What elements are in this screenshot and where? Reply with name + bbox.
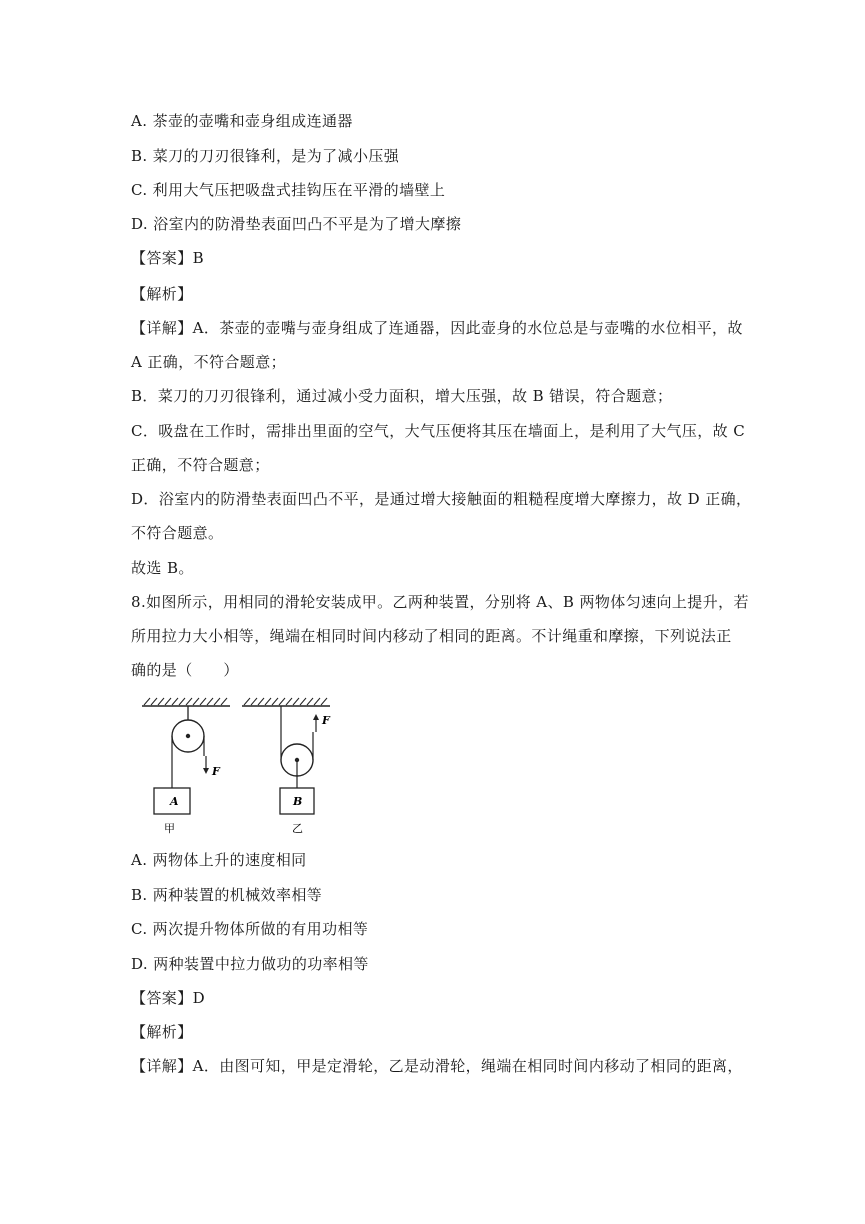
q7-option-c: C. 利用大气压把吸盘式挂钩压在平滑的墙壁上 (131, 181, 446, 199)
q7-option-b: B. 菜刀的刀刃很锋利，是为了减小压强 (131, 147, 400, 165)
ceiling-right (242, 698, 330, 706)
q8-analysis-header: 【解析】 (131, 1023, 193, 1041)
pulley-diagram (138, 690, 368, 840)
block-a-label: A (170, 795, 179, 808)
fixed-pulley (154, 706, 221, 835)
movable-pulley (280, 706, 331, 835)
pulley-figure (138, 690, 368, 840)
q7-analysis-header: 【解析】 (131, 285, 193, 303)
q7-answer: 【答案】B (131, 249, 205, 267)
q8-option-c: C. 两次提升物体所做的有用功相等 (131, 920, 369, 938)
q7-detail-line: 不符合题意。 (131, 524, 224, 542)
q8-option-d: D. 两种装置中拉力做功的功率相等 (131, 955, 369, 973)
block-b-label: B (293, 795, 303, 808)
q7-detail-line: 【详解】A．茶壶的壶嘴与壶身组成了连通器，因此壶身的水位总是与壶嘴的水位相平，故 (131, 319, 743, 337)
q8-stem-line: 8.如图所示，用相同的滑轮安装成甲。乙两种装置，分别将 A、B 两物体匀速向上提升，若 (131, 593, 749, 611)
q8-option-b: B. 两种装置的机械效率相等 (131, 886, 323, 904)
q8-answer: 【答案】D (131, 989, 206, 1007)
q7-detail-line: 正确，不符合题意； (131, 456, 270, 474)
caption-right: 乙 (292, 822, 303, 835)
q7-detail-line: 故选 B。 (131, 559, 194, 577)
q8-option-a: A. 两物体上升的速度相同 (131, 851, 307, 869)
q7-detail-line: B．菜刀的刀刃很锋利，通过减小受力面积，增大压强，故 B 错误，符合题意； (131, 387, 673, 405)
ceiling-left (142, 698, 230, 706)
q8-detail-line: 【详解】A．由图可知，甲是定滑轮，乙是动滑轮，绳端在相同时间内移动了相同的距离， (131, 1057, 743, 1075)
caption-left: 甲 (164, 822, 175, 835)
q8-stem-line: 确的是（ ） (131, 661, 239, 679)
q7-option-d: D. 浴室内的防滑垫表面凹凸不平是为了增大摩擦 (131, 215, 462, 233)
q7-detail-line: C．吸盘在工作时，需排出里面的空气，大气压便将其压在墙面上，是利用了大气压，故 C (131, 422, 746, 440)
force-label-left: F (212, 765, 220, 778)
force-label-right: F (322, 714, 330, 727)
q7-detail-line: D．浴室内的防滑垫表面凹凸不平，是通过增大接触面的粗糙程度增大摩擦力，故 D 正确， (131, 490, 752, 508)
q7-option-a: A. 茶壶的壶嘴和壶身组成连通器 (131, 112, 353, 130)
q7-detail-line: A 正确，不符合题意； (131, 353, 287, 371)
q8-stem-line: 所用拉力大小相等，绳端在相同时间内移动了相同的距离。不计绳重和摩擦，下列说法正 (131, 627, 732, 645)
